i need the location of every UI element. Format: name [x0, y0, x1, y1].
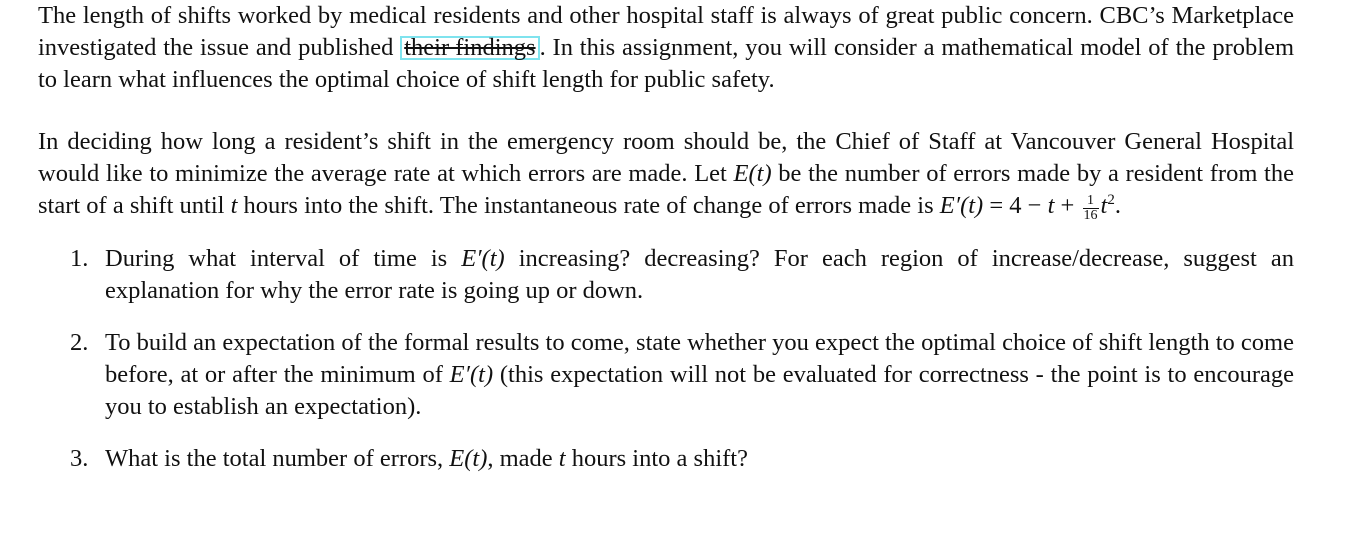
question-number: 2. [70, 329, 89, 356]
question-text-c: hours into a shift? [565, 445, 748, 472]
model-text-a: In deciding how long a resident’s shift in the emergency room should be, the Chief of Staff at Vancouver General Hospital would like to minimize the average rate at which errors are made. Let [38, 128, 1294, 187]
assignment-page [38, 0, 1294, 495]
model-text-b: be the number of errors made by a resident from the start of a shift until [38, 160, 1294, 219]
question-number: 3. [70, 445, 89, 472]
fraction-denominator: 16 [1083, 208, 1098, 223]
rate-equation-exponent: 2 [1107, 192, 1115, 208]
findings-link[interactable]: their findings [400, 36, 539, 60]
fraction-numerator: 1 [1083, 194, 1099, 209]
intro-paragraph [38, 0, 1294, 96]
rate-equation-lhs: E′(t) [939, 192, 984, 219]
intro-text-after-link: . In this assignment, you will consider a mathematical model of the problem to learn what influences the optimal choice of shift length for public safety. [38, 34, 1294, 93]
question-text-a: To build an expectation of the formal results to come, state whether you expect the optimal choice of shift length to come before, at or after the minimum of [105, 329, 1294, 388]
question-math: E′(t) [461, 245, 505, 272]
question-number: 1. [70, 245, 89, 272]
rate-equation-plus: + [1054, 192, 1081, 219]
rate-equation-t-squared: t [1100, 192, 1108, 219]
question-math-t: t [558, 445, 566, 472]
question-item [38, 327, 1294, 423]
question-text-b: (this expectation will not be evaluated for correctness - the point is to encourage you to establish an expectation). [105, 361, 1294, 420]
time-variable: t [230, 192, 238, 219]
question-math: E′(t) [449, 361, 494, 388]
intro-text-before-link: The length of shifts worked by medical residents and other hospital staff is always of great public concern. CBC’s Marketplace investigated the issue and published [38, 2, 1294, 61]
rate-equation-t: t [1047, 192, 1055, 219]
model-text-c: hours into the shift. The instantaneous rate of change of errors made is [237, 192, 940, 219]
question-text-a: During what interval of time is [105, 245, 462, 272]
question-text-a: What is the total number of errors, [105, 445, 450, 472]
question-list [38, 243, 1294, 475]
rate-equation-end: . [1114, 192, 1121, 219]
question-item [38, 443, 1294, 475]
model-paragraph [38, 126, 1294, 223]
question-text-b: , made [487, 445, 559, 472]
fraction-one-sixteenth [1083, 194, 1099, 223]
question-text-b: increasing? decreasing? For each region of increase/decrease, suggest an explanation for why the error rate is going up or down. [105, 245, 1294, 304]
question-math: E(t) [449, 445, 488, 472]
question-item [38, 243, 1294, 307]
error-function: E(t) [733, 160, 772, 187]
rate-equation-mid: = 4 − [983, 192, 1048, 219]
